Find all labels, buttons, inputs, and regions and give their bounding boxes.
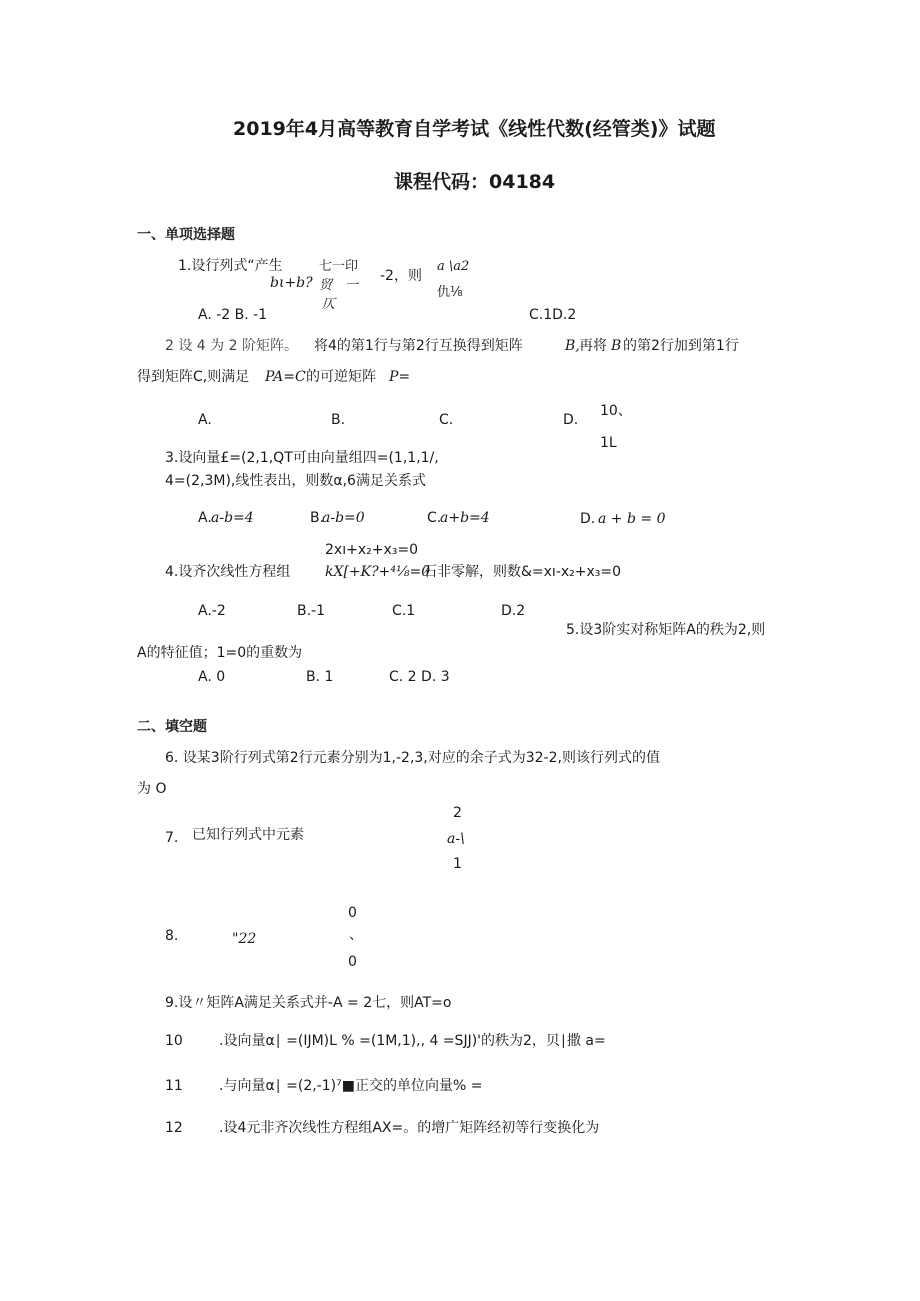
q2-option-b: B. (331, 412, 346, 428)
q5-options-cd: C. 2 D. 3 (389, 669, 450, 685)
q2-option-c: C. (439, 412, 454, 428)
q5-option-a: A. 0 (198, 669, 226, 685)
q2-line2-b: PA=C (265, 369, 306, 385)
q1-frag-a: bι+b? (270, 275, 313, 291)
q1-frag-d1: a \a2 (437, 259, 470, 274)
q4-option-d: D.2 (501, 603, 526, 619)
q4-tail: 石非零解，则数&=xı-x₂+x₃=0 (423, 564, 622, 580)
course-code: 课程代码：04184 (394, 171, 556, 193)
q10-number: 10 (165, 1033, 183, 1049)
q4-option-a: A.-2 (198, 603, 226, 619)
q7-text: 已知行列式中元素 (192, 827, 304, 843)
q12-text: .设4元非齐次线性方程组AX=。的增广矩阵经初等行变换化为 (219, 1120, 600, 1136)
q3-option-b-expr: a-b=0 (322, 510, 365, 526)
q1-frag-c: -2，则 (380, 268, 422, 284)
q1-frag-b3: 仄 (322, 297, 336, 312)
q4-lead: 4.设齐次线性方程组 (165, 564, 291, 580)
q8-value-bottom: 0 (348, 954, 357, 970)
q4-option-c: C.1 (392, 603, 416, 619)
q2-line1-c: B, (565, 338, 580, 354)
q3-option-b: B. (310, 510, 325, 526)
q2-line2-a: 得到矩阵C,则满足 (137, 369, 250, 385)
q3-line2: 4=(2,3M),线性表出，则数α,6满足关系式 (165, 473, 426, 489)
q2-line2-d: P= (389, 369, 411, 385)
q8-value-mid: 、 (349, 927, 363, 943)
q7-value-mid: a-\ (447, 831, 465, 847)
page-title: 2019年4月高等教育自学考试《线性代数(经管类)》试题 (233, 118, 716, 140)
q2-option-a: A. (198, 412, 212, 428)
q3-option-a-expr: a-b=4 (211, 510, 254, 526)
q2-line1-f: 的第2行加到第1行 (623, 338, 739, 354)
q1-frag-b2: 贸 一 (319, 278, 359, 293)
q5-option-b: B. 1 (306, 669, 334, 685)
q2-option-d: D. (563, 412, 579, 428)
q2-line1-e: B (611, 338, 622, 354)
q2-line2-c: 的可逆矩阵 (306, 369, 376, 385)
q2-matrix-top: 10、 (600, 403, 632, 419)
q2-line1-b: 将4的第1行与第2行互换得到矩阵 (314, 338, 523, 354)
q7-value-top: 2 (453, 805, 462, 821)
q3-option-a: A. (198, 510, 212, 526)
q4-equation-1: 2xı+x₂+x₃=0 (325, 542, 418, 558)
q2-line1-a: 2 设 4 为 2 阶矩阵。 (165, 338, 298, 354)
q7-number: 7. (165, 830, 179, 846)
q6-line2: 为 O (137, 781, 167, 797)
q3-option-d-expr: a + b = 0 (598, 511, 666, 527)
q3-option-c: C. (427, 510, 442, 526)
question-9: 9.设〃矩阵A满足关系式并-A = 2七，则AT=o (165, 995, 452, 1011)
q5-line2: A的特征值；1=0的重数为 (137, 645, 303, 661)
q10-text: .设向量α∣ =(IJM)L % =(1M,1),, 4 =SJJ)'的秩为2，贝∣撒 a= (219, 1033, 606, 1049)
q8-fragment: "22 (232, 931, 257, 947)
q2-line1-d: 再将 (579, 338, 607, 354)
q1-frag-b1: 七一印 (319, 259, 359, 274)
q5-line1: 5.设3阶实对称矩阵A的秩为2,则 (566, 622, 766, 638)
q12-number: 12 (165, 1120, 183, 1136)
q1-frag-d2: 仇⅛ (437, 285, 463, 300)
q8-value-top: 0 (348, 905, 357, 921)
section-heading-fill-blank: 二、填空题 (137, 719, 207, 735)
q3-option-c-expr: a+b=4 (440, 510, 490, 526)
q3-option-d: D. (580, 511, 596, 527)
q4-equation-2: kX[+K?+⁴⅛=0 (325, 564, 431, 580)
q11-number: 11 (165, 1078, 183, 1094)
q3-line1: 3.设向量£=(2,1,QT可由向量组四=(1,1,1/, (165, 450, 439, 466)
section-heading-single-choice: 一、单项选择题 (137, 227, 235, 243)
q1-lead: 1.设行列式“产生 (178, 258, 283, 274)
q7-value-bottom: 1 (453, 856, 462, 872)
q1-options-ab: A. -2 B. -1 (198, 307, 268, 323)
q8-number: 8. (165, 928, 179, 944)
q6-line1: 6. 设某3阶行列式第2行元素分别为1,-2,3,对应的余子式为32-2,则该行列式的值 (165, 750, 660, 766)
q2-matrix-bottom: 1L (600, 435, 617, 451)
q11-text: .与向量α∣ =(2,-1)⁷■正交的单位向量% = (219, 1078, 483, 1094)
q4-option-b: B.-1 (297, 603, 326, 619)
q1-options-cd: C.1D.2 (529, 307, 577, 323)
